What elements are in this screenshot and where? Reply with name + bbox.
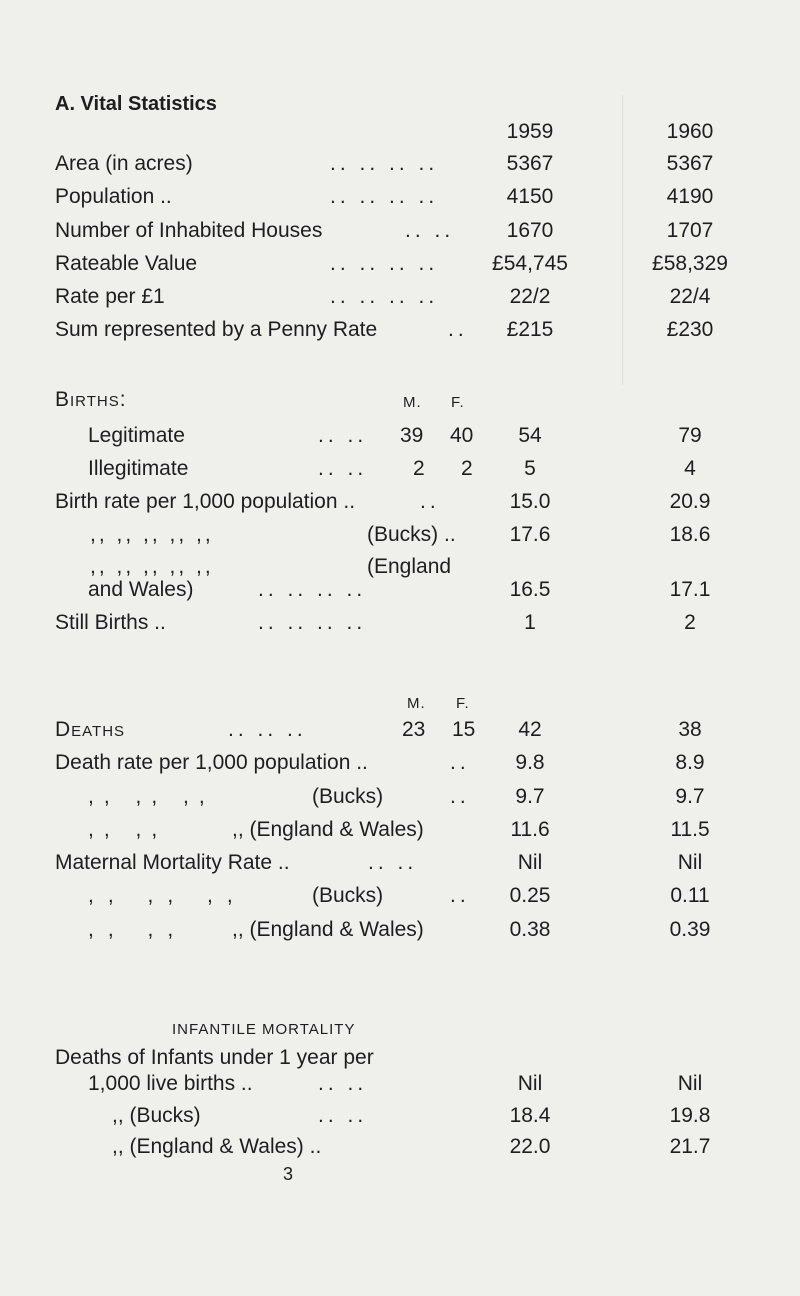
value-1960: 38 — [678, 718, 702, 741]
row-label: Still Births .. — [55, 611, 166, 634]
leader-dots: .. .. — [318, 457, 368, 480]
value-1960: 18.6 — [669, 523, 711, 546]
value-1960: £58,329 — [652, 252, 728, 275]
male-column-label: M. — [407, 695, 426, 712]
leader-dots: .. — [450, 884, 470, 907]
leader-dots: .. .. .. .. — [258, 578, 367, 601]
value-1960: 19.8 — [669, 1104, 711, 1127]
leader-dots: .. .. .. .. — [330, 285, 439, 308]
leader-dots: .. — [448, 318, 468, 341]
row-label: Birth rate per 1,000 population .. — [55, 490, 356, 513]
value-1959: 22/2 — [509, 285, 551, 308]
male-column-label: M. — [403, 394, 422, 411]
ditto-marks: ,, ,, ,, ,, ,, — [90, 523, 214, 546]
row-label: Legitimate — [88, 424, 185, 447]
value-1960: Nil — [677, 1072, 703, 1095]
value-1959: 9.7 — [515, 785, 545, 808]
ditto-marks: ,, ,, — [88, 918, 188, 941]
female-value: 2 — [461, 457, 473, 480]
value-1960: 9.7 — [675, 785, 705, 808]
value-1960: 79 — [678, 424, 702, 447]
births-heading: Births: — [55, 388, 127, 411]
deaths-heading: Deaths — [55, 718, 126, 741]
leader-dots: .. .. — [318, 1072, 368, 1095]
ditto-marks: ,, ,, ,, ,, ,, — [90, 555, 214, 578]
row-label: and Wales) — [88, 578, 194, 601]
value-1960: 5367 — [666, 152, 714, 175]
value-1959: 11.6 — [510, 818, 550, 841]
row-suffix: ,, (England & Wales) — [232, 818, 424, 841]
row-label: Number of Inhabited Houses — [55, 219, 323, 242]
value-1959: 54 — [518, 424, 542, 447]
female-column-label: F. — [456, 695, 470, 712]
ditto-marks: ,, ,, — [88, 818, 168, 841]
value-1959: 1 — [524, 611, 536, 634]
leader-dots: .. .. .. .. — [258, 611, 367, 634]
leader-dots: .. .. — [318, 424, 368, 447]
female-column-label: F. — [451, 394, 465, 411]
male-value: 39 — [400, 424, 424, 447]
value-1959: 5 — [524, 457, 536, 480]
value-1960: Nil — [677, 851, 703, 874]
row-suffix: (Bucks) .. — [367, 523, 456, 546]
value-1960: £230 — [666, 318, 714, 341]
value-1959: 16.5 — [509, 578, 551, 601]
row-suffix: (Bucks) — [312, 884, 384, 907]
row-label: 1,000 live births .. — [88, 1072, 253, 1095]
value-1959: Nil — [517, 1072, 543, 1095]
row-label: ,, (England & Wales) .. — [112, 1135, 322, 1158]
value-1959: 5367 — [506, 152, 554, 175]
male-value: 23 — [402, 718, 426, 741]
value-1959: 18.4 — [509, 1104, 551, 1127]
value-1959: 4150 — [506, 185, 554, 208]
value-1959: 15.0 — [509, 490, 551, 513]
value-1960: 22/4 — [669, 285, 711, 308]
leader-dots: .. — [450, 785, 470, 808]
row-suffix: (England — [367, 555, 452, 578]
female-value: 40 — [450, 424, 474, 447]
leader-dots: .. .. — [318, 1104, 368, 1127]
value-1959: Nil — [517, 851, 543, 874]
leader-dots: .. — [450, 751, 470, 774]
row-label: Population .. — [55, 185, 172, 208]
section-title: A. Vital Statistics — [55, 93, 217, 115]
value-1959: £54,745 — [492, 252, 568, 275]
row-label: Deaths of Infants under 1 year per — [55, 1046, 374, 1069]
male-value: 2 — [413, 457, 425, 480]
row-label: Maternal Mortality Rate .. — [55, 851, 290, 874]
leader-dots: .. .. — [405, 219, 455, 242]
value-1960: 4 — [684, 457, 696, 480]
value-1960: 4190 — [666, 185, 714, 208]
leader-dots: .. — [420, 490, 440, 513]
female-value: 15 — [452, 718, 476, 741]
value-1960: 1707 — [666, 219, 714, 242]
leader-dots: .. .. .. — [228, 718, 307, 741]
leader-dots: .. .. .. .. — [330, 252, 439, 275]
value-1960: 0.39 — [669, 918, 711, 941]
row-label: Illegitimate — [88, 457, 189, 480]
value-1960: 21.7 — [669, 1135, 711, 1158]
value-1959: 9.8 — [515, 751, 545, 774]
value-1960: 17.1 — [669, 578, 711, 601]
leader-dots: .. .. .. .. — [330, 152, 439, 175]
row-label: Death rate per 1,000 population .. — [55, 751, 368, 774]
value-1959: 22.0 — [509, 1135, 551, 1158]
value-1960: 20.9 — [669, 490, 711, 513]
ditto-marks: ,, ,, ,, — [88, 785, 215, 808]
row-label: Sum represented by a Penny Rate — [55, 318, 378, 341]
page-number: 3 — [283, 1164, 294, 1184]
value-1959: 1670 — [506, 219, 554, 242]
row-label: Rateable Value — [55, 252, 198, 275]
row-label: Area (in acres) — [55, 152, 193, 175]
value-1960: 0.11 — [670, 884, 710, 907]
value-1959: 17.6 — [509, 523, 551, 546]
value-1959: 42 — [518, 718, 542, 741]
value-1959: £215 — [506, 318, 554, 341]
row-label: ,, (Bucks) — [112, 1104, 201, 1127]
value-1959: 0.38 — [509, 918, 551, 941]
infantile-heading: INFANTILE MORTALITY — [172, 1021, 356, 1038]
row-label: Rate per £1 — [55, 285, 165, 308]
row-suffix: (Bucks) — [312, 785, 384, 808]
leader-dots: .. .. .. .. — [330, 185, 439, 208]
value-1960: 8.9 — [675, 751, 705, 774]
ditto-marks: ,, ,, ,, — [88, 884, 247, 907]
row-suffix: ,, (England & Wales) — [232, 918, 424, 941]
page-fold-shadow — [622, 95, 623, 385]
value-1959: 0.25 — [509, 884, 551, 907]
value-1960: 11.5 — [670, 818, 710, 841]
leader-dots: .. .. — [368, 851, 418, 874]
year-header-1960: 1960 — [666, 120, 714, 143]
year-header-1959: 1959 — [506, 120, 554, 143]
value-1960: 2 — [684, 611, 696, 634]
